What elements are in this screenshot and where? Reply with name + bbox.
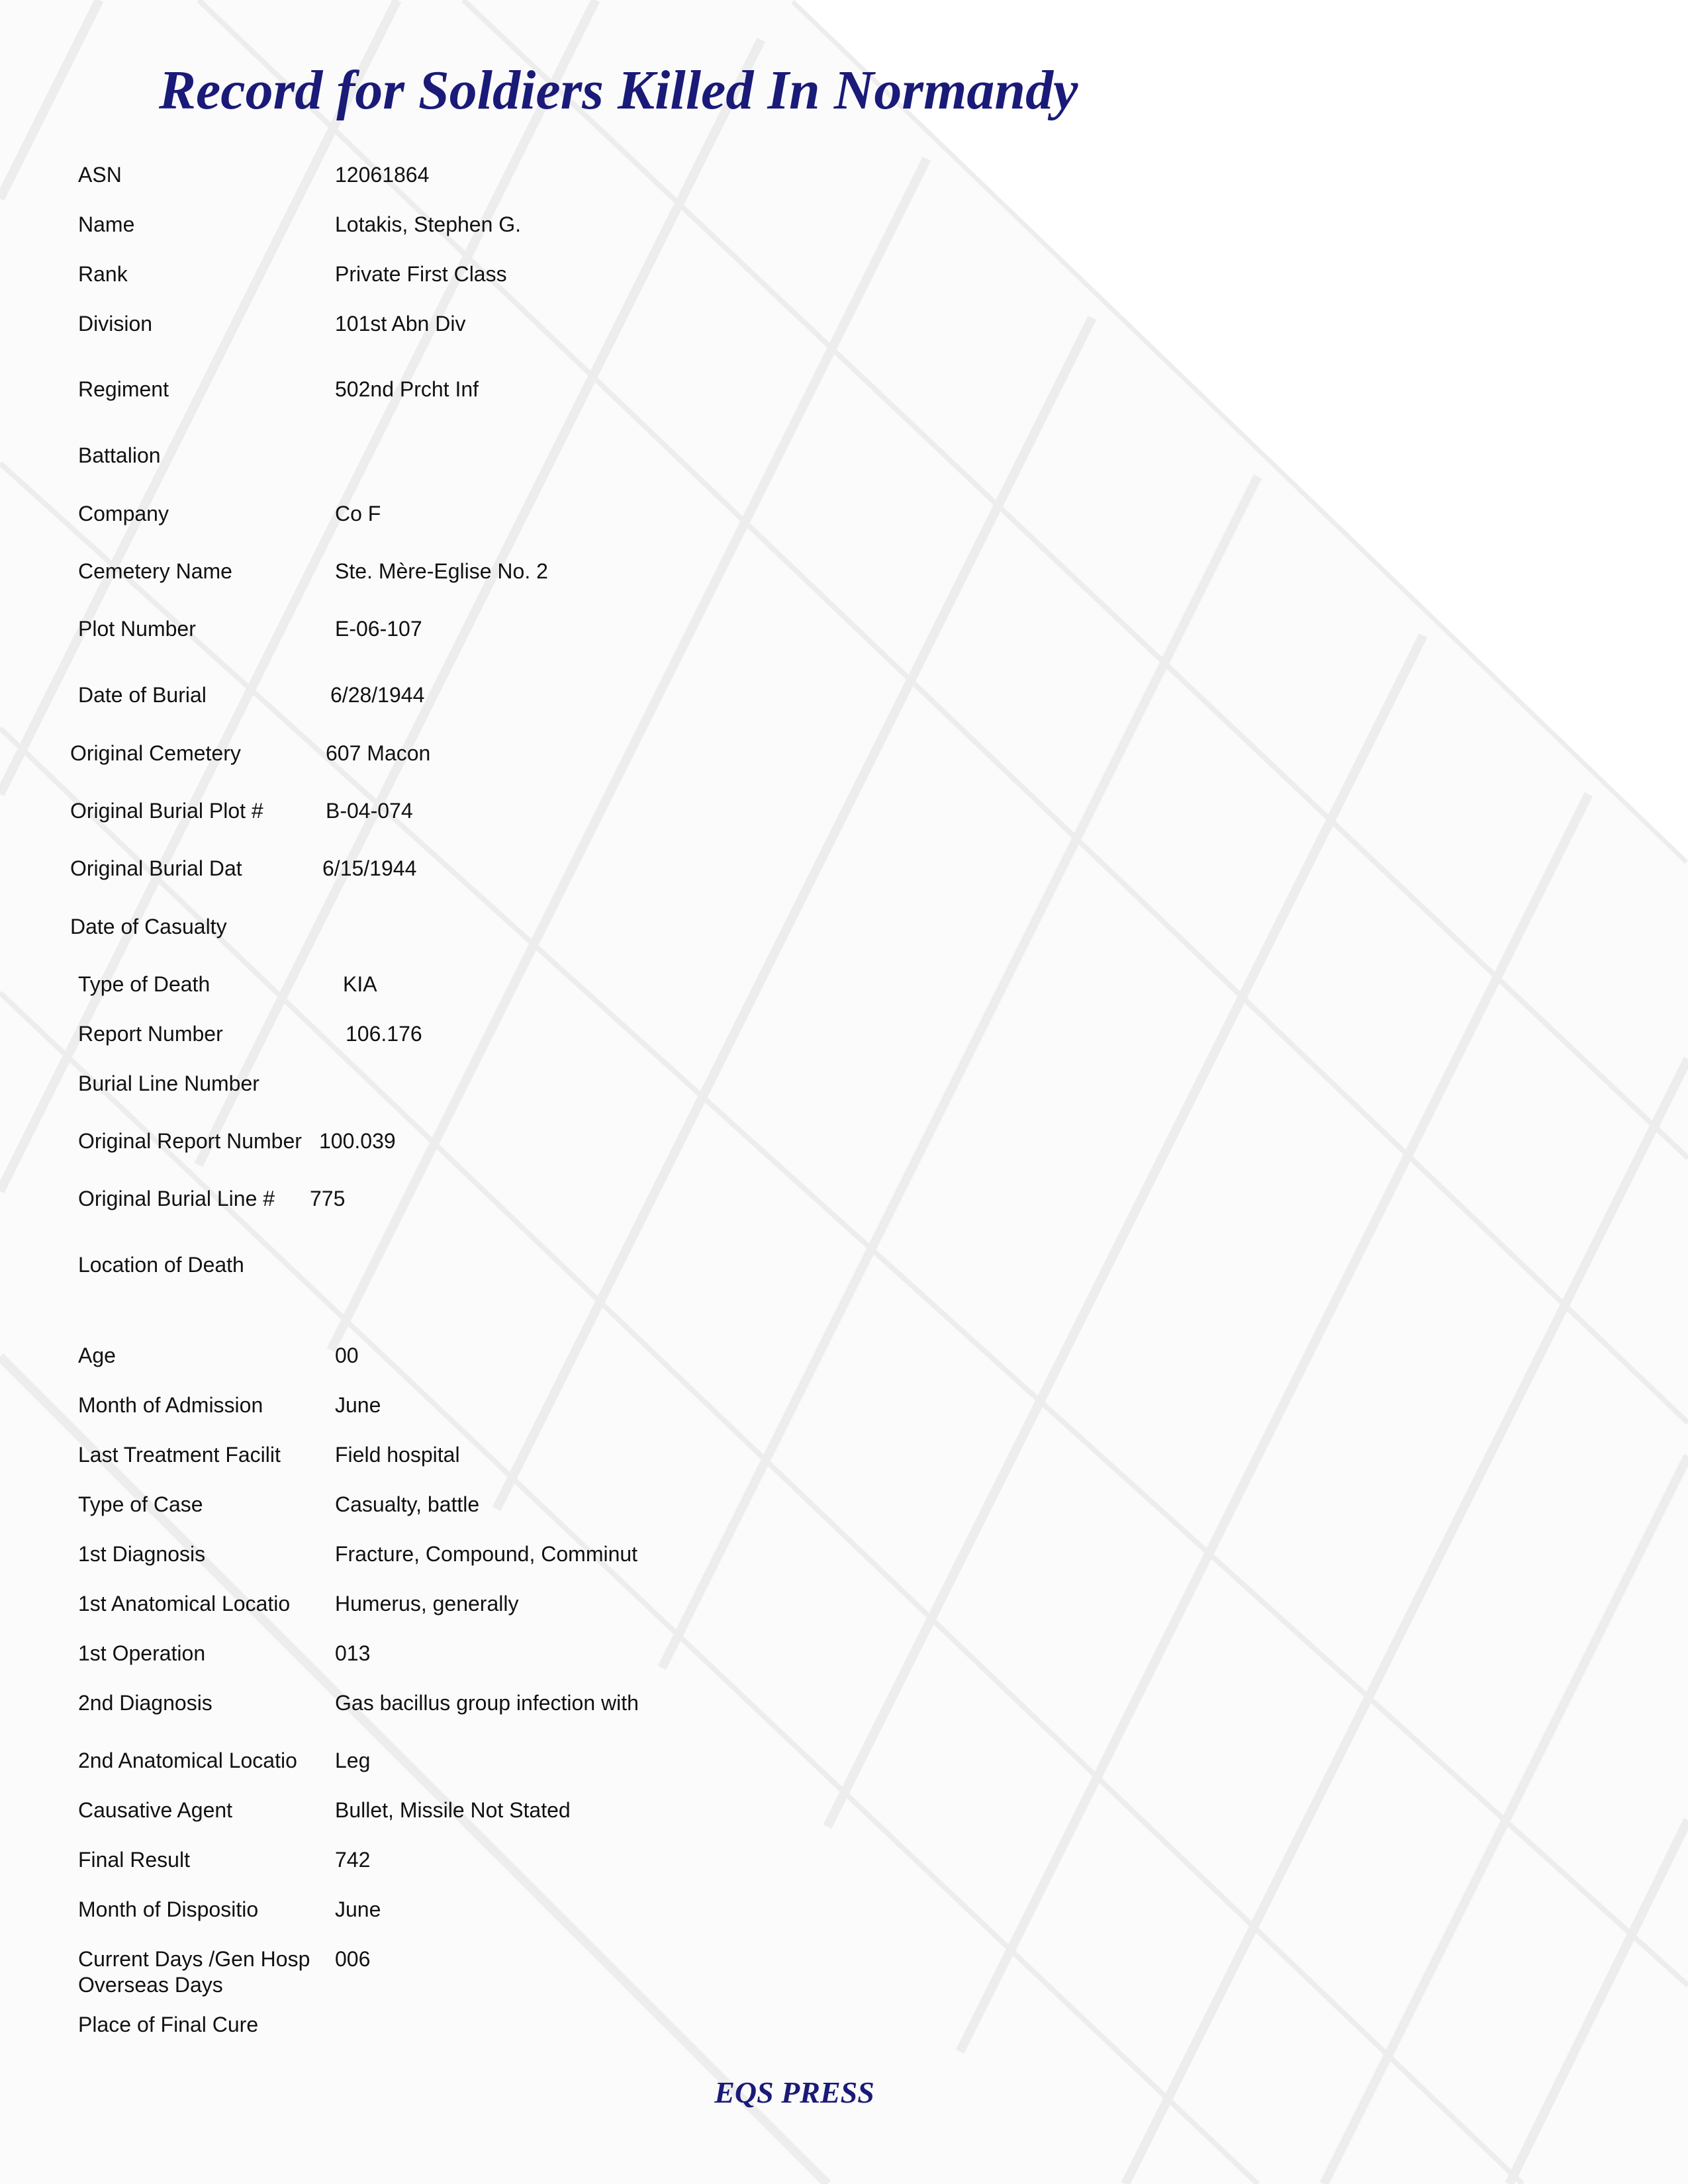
field-label-age: Age: [78, 1343, 116, 1367]
field-label-1st-anatomical-location: 1st Anatomical Locatio: [78, 1592, 291, 1615]
field-label-month-of-disposition: Month of Dispositio: [78, 1897, 259, 1921]
field-value-name: Lotakis, Stephen G.: [335, 212, 522, 236]
field-label-place-of-final-cure: Place of Final Cure: [78, 2013, 259, 2036]
field-label-rank: Rank: [78, 262, 128, 286]
field-label-date-of-casualty: Date of Casualty: [70, 915, 227, 938]
field-value-original-cemetery: 607 Macon: [326, 741, 431, 765]
field-label-burial-line-number: Burial Line Number: [78, 1071, 259, 1095]
page-title: Record for Soldiers Killed In Normandy: [159, 60, 1078, 121]
field-label-2nd-anatomical-location: 2nd Anatomical Locatio: [78, 1749, 297, 1772]
field-value-company: Co F: [335, 502, 381, 525]
field-label-asn: ASN: [78, 163, 122, 187]
field-value-causative-agent: Bullet, Missile Not Stated: [335, 1798, 571, 1822]
field-label-plot-number: Plot Number: [78, 617, 196, 641]
field-label-month-of-admission: Month of Admission: [78, 1393, 263, 1417]
field-label-location-of-death: Location of Death: [78, 1253, 244, 1277]
field-label-original-report-number: Original Report Number: [78, 1129, 302, 1153]
field-label-company: Company: [78, 502, 169, 525]
field-value-month-of-admission: June: [335, 1393, 381, 1417]
field-value-cemetery-name: Ste. Mère-Eglise No. 2: [335, 559, 548, 583]
field-label-1st-operation: 1st Operation: [78, 1641, 206, 1665]
field-value-1st-anatomical-location: Humerus, generally: [335, 1592, 519, 1615]
field-label-type-of-death: Type of Death: [78, 972, 211, 996]
field-value-plot-number: E-06-107: [335, 617, 422, 641]
field-value-2nd-anatomical-location: Leg: [335, 1749, 371, 1772]
field-value-original-burial-line: 775: [310, 1187, 346, 1210]
field-label-2nd-diagnosis: 2nd Diagnosis: [78, 1691, 212, 1715]
field-value-last-treatment-facility: Field hospital: [335, 1443, 460, 1467]
field-label-original-cemetery: Original Cemetery: [70, 741, 241, 765]
field-label-overseas-days: Overseas Days: [78, 1973, 223, 1997]
field-value-original-burial-plot: B-04-074: [326, 799, 413, 823]
field-label-last-treatment-facility: Last Treatment Facilit: [78, 1443, 281, 1467]
field-label-original-burial-plot: Original Burial Plot #: [70, 799, 263, 823]
field-value-type-of-case: Casualty, battle: [335, 1492, 480, 1516]
field-label-final-result: Final Result: [78, 1848, 190, 1872]
field-value-type-of-death: KIA: [343, 972, 377, 996]
field-label-regiment: Regiment: [78, 377, 169, 401]
field-value-rank: Private First Class: [335, 262, 507, 286]
field-value-month-of-disposition: June: [335, 1897, 381, 1921]
field-label-cemetery-name: Cemetery Name: [78, 559, 232, 583]
field-label-original-burial-date: Original Burial Dat: [70, 856, 242, 880]
field-value-original-burial-date: 6/15/1944: [322, 856, 417, 880]
field-value-current-days-gen-hosp: 006: [335, 1947, 371, 1971]
field-label-type-of-case: Type of Case: [78, 1492, 203, 1516]
field-label-date-of-burial: Date of Burial: [78, 683, 207, 707]
field-label-1st-diagnosis: 1st Diagnosis: [78, 1542, 206, 1566]
field-label-current-days-gen-hosp: Current Days /Gen Hosp: [78, 1947, 310, 1971]
field-value-age: 00: [335, 1343, 359, 1367]
field-value-original-report-number: 100.039: [319, 1129, 396, 1153]
field-value-date-of-burial: 6/28/1944: [330, 683, 425, 707]
field-label-battalion: Battalion: [78, 443, 161, 467]
field-label-causative-agent: Causative Agent: [78, 1798, 233, 1822]
field-value-1st-diagnosis: Fracture, Compound, Comminut: [335, 1542, 638, 1566]
field-value-1st-operation: 013: [335, 1641, 371, 1665]
field-value-final-result: 742: [335, 1848, 371, 1872]
field-value-report-number: 106.176: [346, 1022, 422, 1046]
field-value-asn: 12061864: [335, 163, 430, 187]
field-label-name: Name: [78, 212, 135, 236]
publisher-footer: EQS PRESS: [714, 2075, 874, 2109]
field-value-regiment: 502nd Prcht Inf: [335, 377, 479, 401]
field-value-division: 101st Abn Div: [335, 312, 466, 336]
field-value-2nd-diagnosis: Gas bacillus group infection with: [335, 1691, 639, 1715]
field-label-report-number: Report Number: [78, 1022, 223, 1046]
field-label-division: Division: [78, 312, 153, 336]
field-label-original-burial-line: Original Burial Line #: [78, 1187, 275, 1210]
